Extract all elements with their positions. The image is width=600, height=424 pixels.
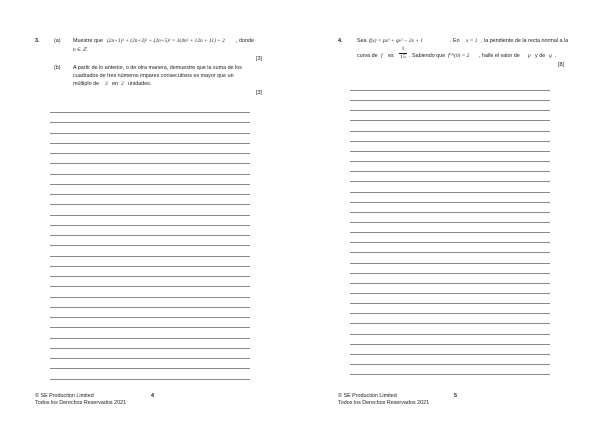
footer-rights: Todos los Derechos Reservados 2021 <box>338 400 430 406</box>
answer-line <box>50 133 250 134</box>
q4-function: f(x) = px³ + qx² − 2x + 1 <box>369 38 424 44</box>
answer-line <box>350 252 550 253</box>
answer-line <box>50 215 250 216</box>
answer-line <box>350 202 550 203</box>
answer-line <box>50 358 250 359</box>
answer-line <box>50 256 250 257</box>
answer-line <box>350 141 550 142</box>
answer-line <box>350 222 550 223</box>
answer-line <box>50 184 250 185</box>
answer-line <box>350 344 550 345</box>
answer-line <box>350 192 550 193</box>
part-b-line3-b: en <box>112 81 118 87</box>
right-page <box>300 0 600 424</box>
q4-line2-d: , halle el valor de <box>479 53 520 59</box>
answer-line <box>350 242 550 243</box>
answer-line <box>50 163 250 164</box>
answer-line <box>50 194 250 195</box>
q4-fraction-numerator: 1 <box>401 46 405 52</box>
answer-line <box>350 120 550 121</box>
q4-line2-a: curva de <box>357 53 378 59</box>
q4-p: p <box>528 53 531 59</box>
q4-f: f <box>381 53 383 59</box>
q4-fraction <box>398 46 408 60</box>
q4-marks: [8] <box>558 62 564 68</box>
answer-line <box>350 131 550 132</box>
q4-fraction-denominator: 15 <box>400 54 406 60</box>
q4-line1-b: . En <box>450 38 460 44</box>
part-a-expression: (2n+1)² + (2n+3)² + (2n+5)² = 3(4n² + 12n + 11) + 2 <box>107 38 225 44</box>
answer-line <box>350 151 550 152</box>
answer-line <box>350 110 550 111</box>
answer-line <box>50 225 250 226</box>
answer-line <box>350 161 550 162</box>
answer-line <box>50 143 250 144</box>
answer-line <box>350 90 550 91</box>
footer-rights: Todos los Derechos Reservados 2021 <box>35 400 127 406</box>
q4-line2-c: . Sabiendo que <box>409 53 446 59</box>
q4-q: q <box>549 53 552 59</box>
answer-line <box>50 276 250 277</box>
answer-line <box>50 379 250 380</box>
part-b-number-2: 2 <box>121 81 124 87</box>
q4-line1-c: , la pendiente de la recta normal a la <box>481 38 569 44</box>
part-b-number-3: 3 <box>105 81 108 87</box>
q4-line2-e: . <box>555 53 557 59</box>
answer-line <box>50 204 250 205</box>
part-b-line3-a: múltiplo de <box>73 81 100 87</box>
answer-line <box>50 266 250 267</box>
answer-line <box>50 112 250 113</box>
answer-line <box>350 303 550 304</box>
q4-fraction-bar <box>399 53 407 54</box>
part-b-line3-c: unidades. <box>128 81 152 87</box>
answer-line <box>350 374 550 375</box>
answer-line <box>350 212 550 213</box>
answer-line <box>50 297 250 298</box>
answer-line <box>350 354 550 355</box>
answer-line <box>350 323 550 324</box>
q4-line2-b: es <box>388 53 394 59</box>
answer-line <box>50 245 250 246</box>
answer-line <box>50 338 250 339</box>
answer-line <box>50 235 250 236</box>
part-a-text-tail: , donde <box>236 38 254 44</box>
part-a-label: (a) <box>54 38 61 44</box>
part-a-marks: [3] <box>256 56 262 62</box>
answer-line <box>350 100 550 101</box>
footer-copyright: © SE Production Limited <box>35 393 94 399</box>
answer-line <box>350 313 550 314</box>
answer-line <box>350 334 550 335</box>
part-b-marks: [3] <box>256 90 262 96</box>
page-number: 4 <box>151 393 154 399</box>
footer-copyright: © SE Production Limited <box>338 393 397 399</box>
answer-line <box>350 364 550 365</box>
answer-line <box>50 327 250 328</box>
question-3-number: 3. <box>35 38 40 44</box>
answer-line <box>50 174 250 175</box>
answer-line <box>50 122 250 123</box>
part-a-domain: n ∈ ℤ. <box>73 47 88 53</box>
answer-line <box>50 153 250 154</box>
part-a-text-lead: Muestre que <box>73 38 103 44</box>
answer-line <box>350 273 550 274</box>
answer-line <box>50 307 250 308</box>
answer-line <box>50 368 250 369</box>
answer-line <box>50 286 250 287</box>
answer-line <box>350 232 550 233</box>
question-4-number: 4. <box>338 38 343 44</box>
part-b-line2: cuadrados de tres números impares consecutivos es mayor que un <box>73 73 234 79</box>
answer-line <box>350 171 550 172</box>
q4-derivative: f⁽⁴⁾(0) = 2 <box>448 53 470 59</box>
q4-line1-a: Sea <box>357 38 367 44</box>
q4-line2-y: y de <box>535 53 546 59</box>
part-b-label: (b) <box>54 65 61 71</box>
q4-condition: x = 1 <box>466 38 478 44</box>
part-b-line1: A partir de lo anterior, o de otra manera, demuestre que la suma de los <box>73 65 243 71</box>
page-number: 5 <box>454 393 457 399</box>
answer-line <box>50 348 250 349</box>
answer-line <box>50 317 250 318</box>
answer-line <box>350 293 550 294</box>
answer-line <box>350 181 550 182</box>
answer-line <box>350 263 550 264</box>
answer-line <box>350 283 550 284</box>
